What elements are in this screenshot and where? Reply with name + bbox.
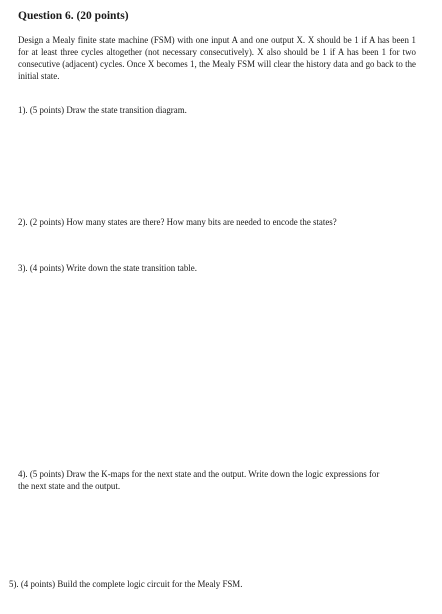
part-2-prompt: 2). (2 points) How many states are there? How many bits are needed to encode the states? [18,217,337,227]
part-1-prompt: 1). (5 points) Draw the state transition diagram. [18,105,187,115]
question-intro: Design a Mealy finite state machine (FSM) with one input A and one output X. X should be 1 if A has been 1 for at least three cycles altogether (not necessary consecutively). X also should be 1 if A has been 1 for two consecutive (adjacent) cycles. Once X becomes 1, the Mealy FSM will clear the history data and go back to the initial state. [18,35,416,82]
part-5-prompt: 5). (4 points) Build the complete logic circuit for the Mealy FSM. [9,579,243,589]
part-4-prompt: 4). (5 points) Draw the K-maps for the next state and the output. Write down the logic expressions for the next state and the output. [18,469,380,492]
part-3-prompt: 3). (4 points) Write down the state transition table. [18,263,197,273]
question-title: Question 6. (20 points) [18,10,129,22]
